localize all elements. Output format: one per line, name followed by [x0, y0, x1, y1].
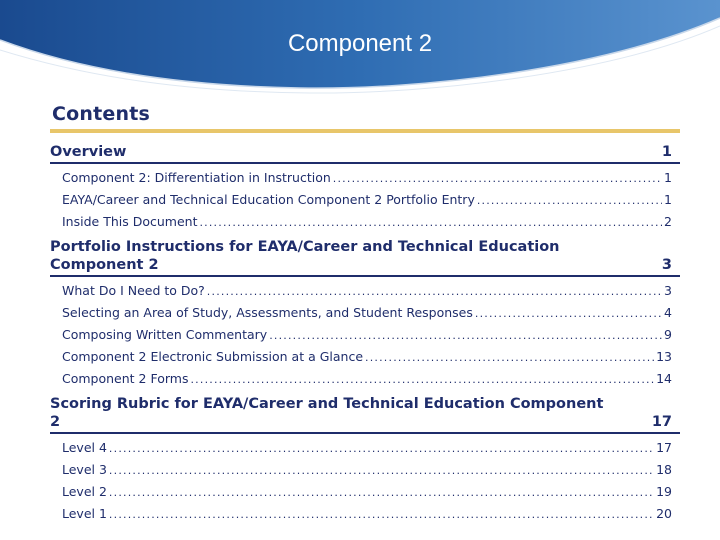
entry-page: 19 — [656, 483, 672, 499]
entry-label: Level 4 — [62, 440, 107, 456]
section-title: Overview — [50, 144, 127, 160]
entry-label: Component 2: Differentiation in Instruction — [62, 170, 331, 185]
section-page: 1 — [661, 144, 672, 160]
entry-page: 20 — [656, 505, 672, 521]
dot-leader — [365, 347, 654, 369]
dot-leader — [269, 325, 662, 347]
dot-leader — [109, 504, 654, 526]
section-header — [50, 143, 680, 164]
toc-entry — [50, 302, 680, 324]
dot-leader — [475, 303, 662, 325]
dot-leader — [109, 438, 654, 460]
slide-title: Component 2 — [287, 30, 433, 57]
entry-label: Selecting an Area of Study, Assessments, and Student Responses — [62, 305, 473, 321]
toc-entry — [50, 324, 680, 346]
toc-section-scoring-rubric — [50, 395, 680, 524]
entry-label: EAYA/Career and Technical Education Component 2 Portfolio Entry — [62, 191, 475, 207]
entry-label: What Do I Need to Do? — [62, 283, 205, 299]
entry-page: 14 — [656, 370, 672, 386]
entry-page: 18 — [656, 462, 672, 478]
toc-entry — [50, 346, 680, 368]
entry-label: Level 3 — [62, 462, 107, 478]
entry-label: Component 2 Forms — [62, 370, 189, 386]
toc-entry — [50, 167, 680, 189]
toc-section-overview — [50, 143, 680, 232]
entry-page: 1 — [664, 170, 672, 185]
toc-section-portfolio-instructions — [50, 238, 680, 389]
toc-entry — [50, 189, 680, 211]
contents-heading: Contents — [52, 103, 151, 125]
entry-page: 17 — [656, 440, 672, 456]
toc-entry — [50, 437, 680, 459]
toc-entry — [50, 503, 680, 525]
toc-entry — [50, 211, 680, 233]
toc-entry — [50, 368, 680, 390]
toc-entry — [50, 481, 680, 503]
table-of-contents — [50, 103, 680, 531]
entry-page: 3 — [664, 283, 672, 299]
entry-page: 2 — [664, 213, 672, 229]
entry-page: 4 — [664, 305, 672, 321]
section-title: Scoring Rubric for EAYA/Career and Technical Education Component 2 — [50, 396, 604, 431]
entry-label: Level 1 — [62, 505, 107, 521]
section-title: Portfolio Instructions for EAYA/Career and Technical Education Component 2 — [50, 239, 560, 274]
entry-label: Component 2 Electronic Submission at a Glance — [62, 348, 364, 364]
dot-leader — [109, 482, 654, 504]
dot-leader — [109, 460, 654, 482]
dot-leader — [190, 369, 654, 391]
dot-leader — [207, 281, 662, 303]
toc-entry — [50, 280, 680, 302]
section-header — [50, 238, 680, 277]
section-page: 17 — [651, 414, 672, 431]
dot-leader — [333, 168, 662, 190]
entry-page: 13 — [656, 348, 672, 364]
toc-entry — [50, 459, 680, 481]
entry-page: 1 — [664, 191, 672, 207]
slide-header-banner — [0, 0, 720, 100]
entry-page: 9 — [664, 326, 672, 342]
entry-label: Level 2 — [62, 483, 107, 499]
dot-leader — [199, 212, 662, 234]
heading-rule — [50, 129, 680, 133]
entry-label: Composing Written Commentary — [62, 326, 268, 342]
section-header — [50, 395, 680, 434]
section-page: 3 — [661, 257, 672, 274]
entry-label: Inside This Document — [62, 213, 198, 229]
dot-leader — [477, 190, 662, 212]
